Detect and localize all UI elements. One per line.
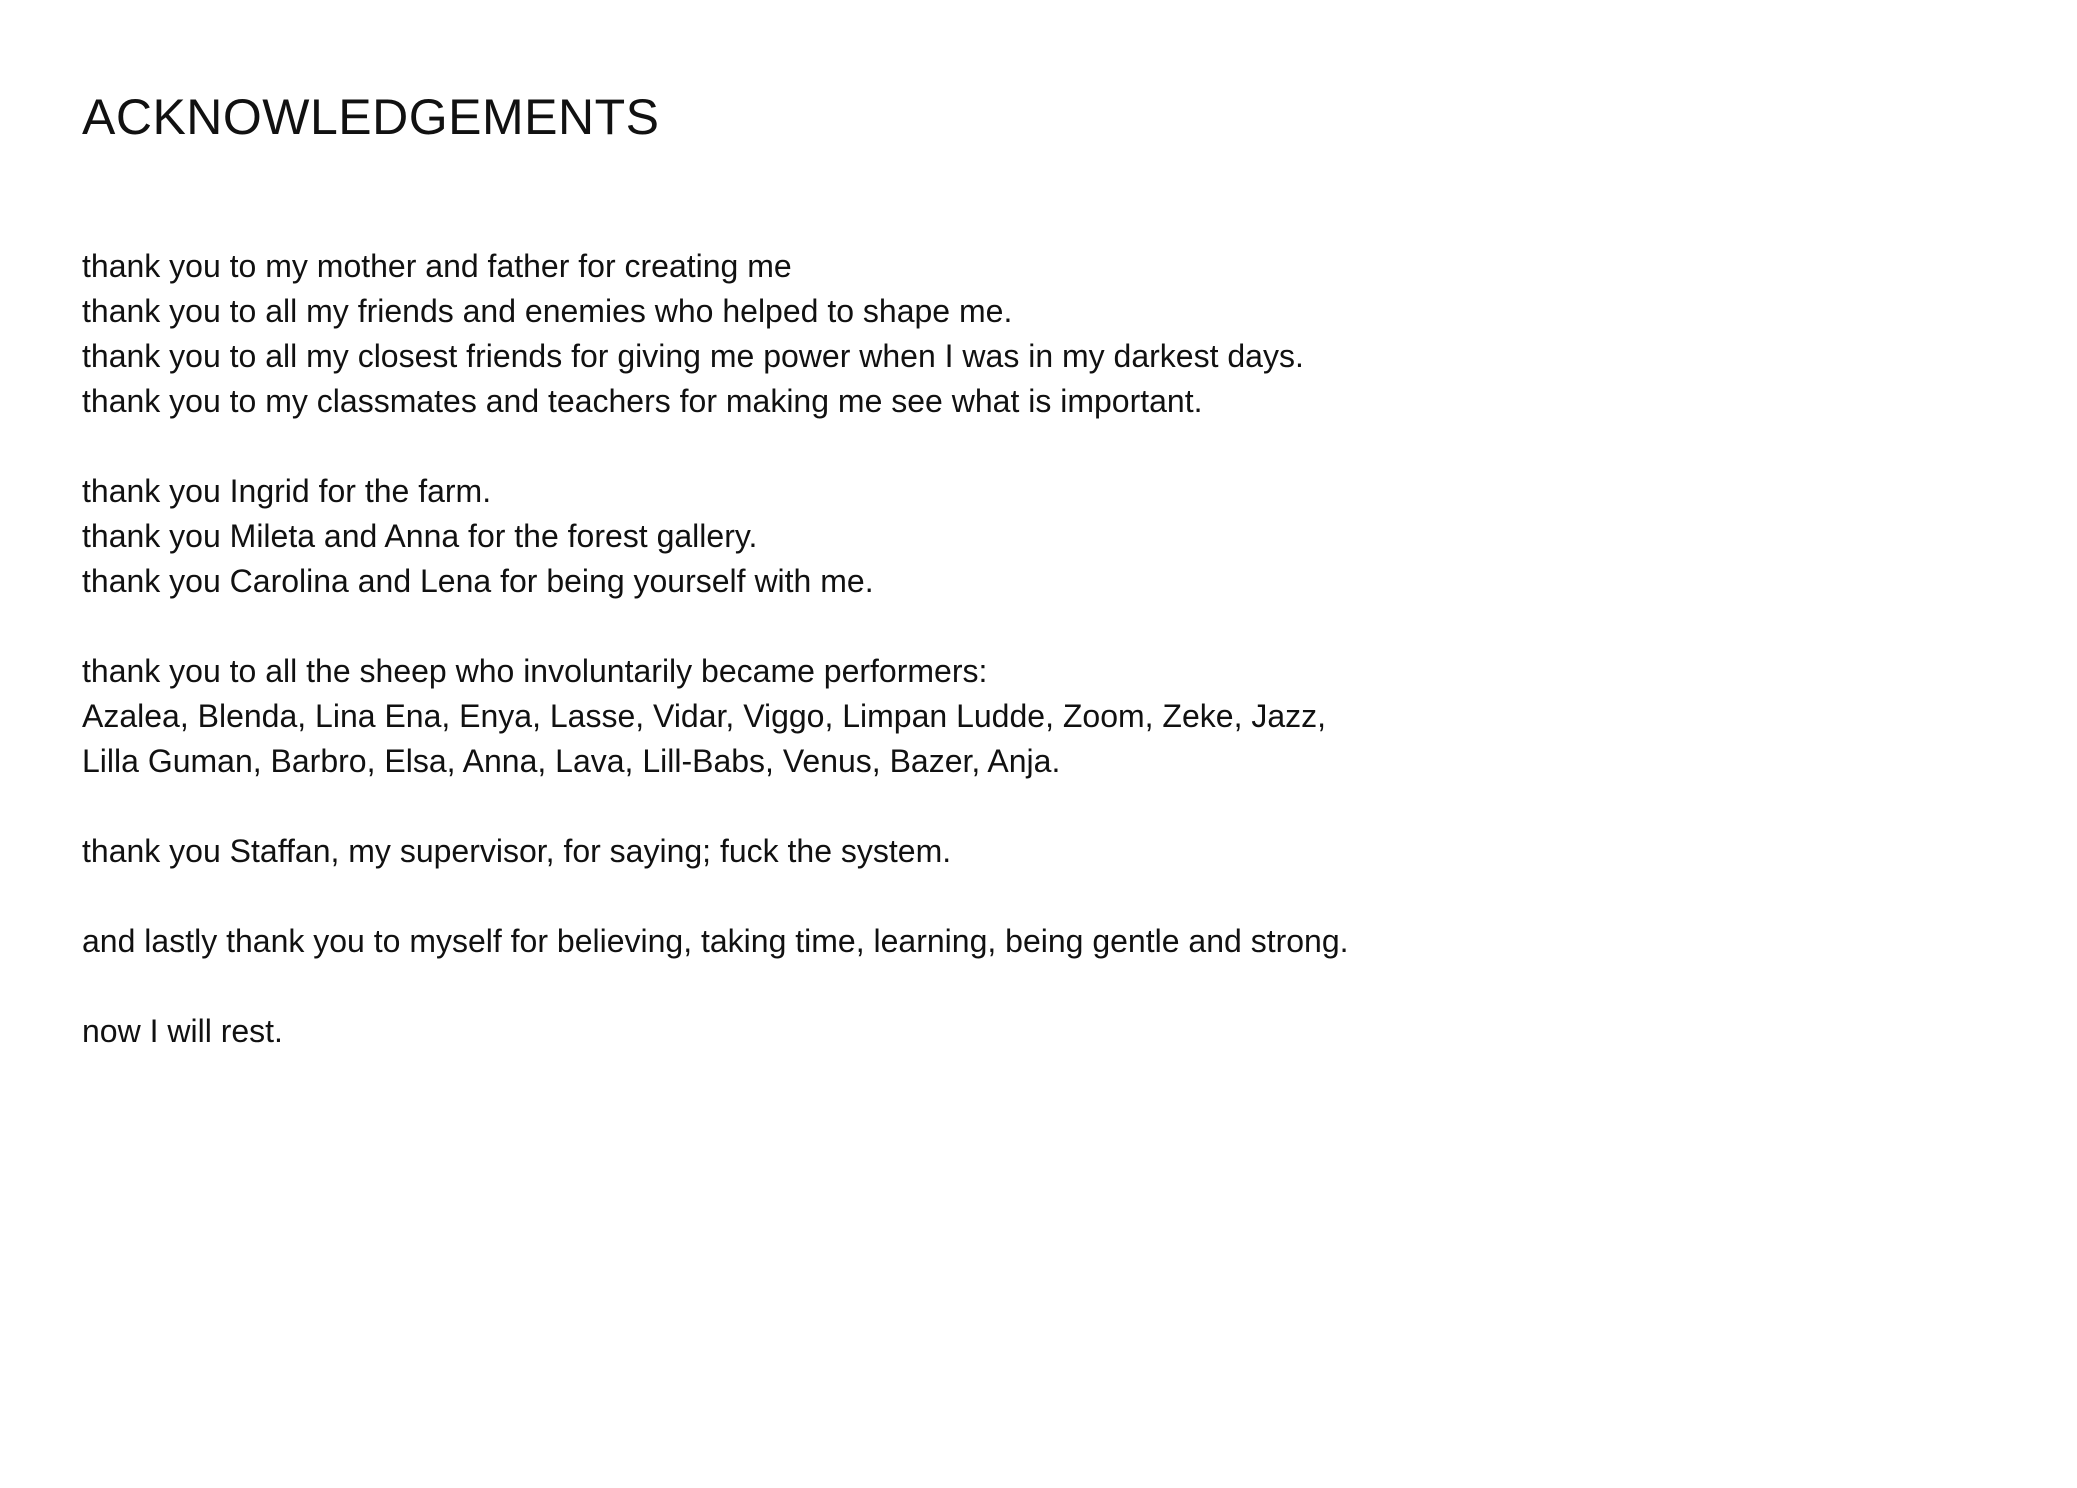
text-line: thank you Carolina and Lena for being yourself with me. (82, 563, 874, 599)
text-line: Lilla Guman, Barbro, Elsa, Anna, Lava, Lill-Babs, Venus, Bazer, Anja. (82, 743, 1061, 779)
page-title: ACKNOWLEDGEMENTS (82, 89, 660, 145)
text-line: and lastly thank you to myself for believing, taking time, learning, being gentle and strong. (82, 923, 1349, 959)
paragraph-closing (82, 1009, 1957, 1054)
text-line: thank you Staffan, my supervisor, for saying; fuck the system. (82, 833, 952, 869)
paragraph-family-friends (82, 244, 1957, 424)
text-line: thank you Mileta and Anna for the forest gallery. (82, 518, 758, 554)
text-line: thank you Ingrid for the farm. (82, 473, 492, 509)
text-line: thank you to all my friends and enemies who helped to shape me. (82, 293, 1013, 329)
text-line: thank you to my classmates and teachers for making me see what is important. (82, 383, 1203, 419)
text-line: now I will rest. (82, 1013, 283, 1049)
text-line: thank you to all the sheep who involuntarily became performers: (82, 653, 988, 689)
acknowledgements-body (0, 244, 2077, 1054)
paragraph-supervisor (82, 829, 1957, 874)
paragraph-sheep-performers (82, 649, 1957, 784)
paragraph-myself (82, 919, 1957, 964)
text-line: thank you to all my closest friends for giving me power when I was in my darkest days. (82, 338, 1304, 374)
text-line: Azalea, Blenda, Lina Ena, Enya, Lasse, Vidar, Viggo, Limpan Ludde, Zoom, Zeke, Jazz, (82, 698, 1327, 734)
text-line: thank you to my mother and father for creating me (82, 248, 792, 284)
paragraph-farm-gallery (82, 469, 1957, 604)
